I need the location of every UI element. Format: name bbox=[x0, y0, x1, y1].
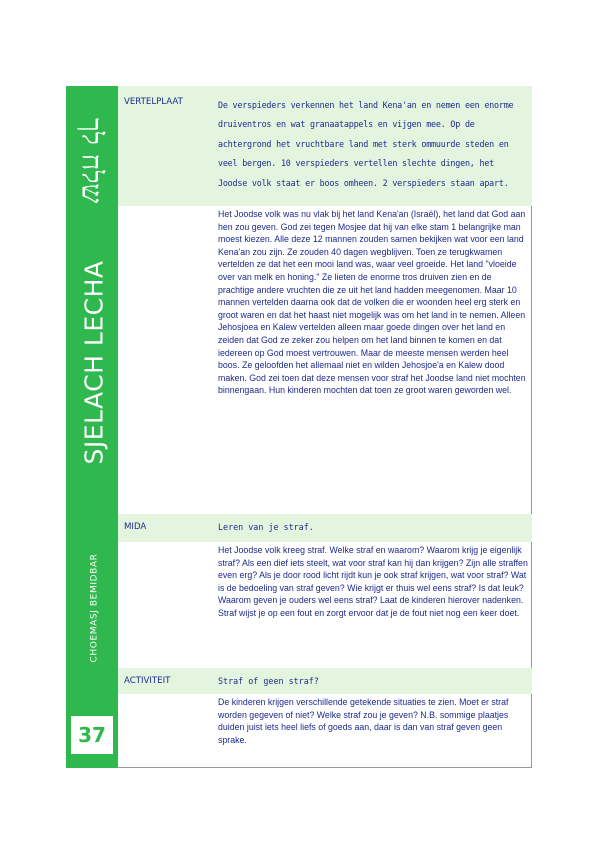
book-subtitle: CHOEMASJ BEMIDBAR bbox=[89, 553, 99, 662]
mida-band bbox=[118, 514, 532, 542]
hebrew-title: שלח לך bbox=[75, 118, 109, 204]
book-subtitle-wrap bbox=[82, 520, 106, 695]
parasha-title-wrap bbox=[76, 240, 112, 485]
vertelplaat-text: De verspieders verkennen het land Kena'an en nemen een enorme druiventros en wat granaatappels en vijgen mee. Op de achtergrond het vruchtbare land met sterk ommuurde steden en veel bergen. 10 verspieders vertellen slechte dingen, het Joodse volk staat er boos omheen. 2 verspieders staan apart. bbox=[218, 100, 514, 188]
story-text: Het Joodse volk was nu vlak bij het land Kena'an (Israël), het land dat God aan hen zou geven. God zei tegen Mosjee dat hij van elke stam 1 belangrijke man moest kiezen. Alle deze 12 mannen zouden samen bekijken wat voor een land Kena'an zou zijn. Ze zouden 40 dagen wegblijven. Toen ze terugkwamen vertelden ze dat het een mooi land was, waar veel groeide. Het land "vloeide over van melk en honing." Ze lieten de enorme tros druiven zien en de prachtige andere vruchten die ze uit het land hadden meegenomen. Maar 10 mannen vertelden daarna ook dat de volken die er woonden heel erg sterk en groot waren en dat het haast niet mogelijk was om het land in te nemen. Alleen Jehosjoea en Kalew vertelden alleen maar goede dingen over het land en zeiden dat God ze zeker zou helpen om het land binnen te komen en dat iedereen op God moest vertrouwen. Maar de meeste mensen werden heel boos. Ze geloofden het allemaal niet en wilden Jehosjoe'a en Kalew dood maken. God zei toen dat deze mensen voor straf het Joodse land niet mochten binnengaan. Hun kinderen mochten dat toen ze groot waren geworden wel. bbox=[218, 209, 526, 396]
activiteit-band bbox=[118, 668, 532, 694]
activiteit-text: De kinderen krijgen verschillende getekende situaties te zien. Moet er straf worden gegeven of niet? Welke straf zou je geven? N.B. sommige plaatjes duiden juist iets heel liefs of goeds aan, daar is dan van straf geven geen sprake. bbox=[218, 697, 509, 745]
parasha-title: SJELACH LECHA bbox=[79, 260, 109, 465]
activiteit-heading: Straf of geen straf? bbox=[218, 676, 319, 686]
mida-text: Het Joodse volk kreeg straf. Welke straf en waarom? Waarom krijg je eigenlijk straf? Als een dief iets steelt, wat voor straf kan hij dan krijgen? Zijn alle straffen even erg? Als je door rood licht rijdt kun je ook straf krijgen, wat voor straf? Wat is de bedoeling van straf geven? Wie krijgt er thuis wel eens straf? Is dat leuk? Waarom geven je ouders wel eens straf? Laat de kinderen hierover nadenken. Straf wijst je op een fout en zorgt ervoor dat je de fout niet nog een keer doet. bbox=[218, 545, 528, 618]
activiteit-label: ACTIVITEIT bbox=[124, 676, 171, 686]
vertelplaat-label: VERTELPLAAT bbox=[124, 97, 183, 107]
mida-label: MIDA bbox=[124, 522, 147, 532]
mida-heading: Leren van je straf. bbox=[218, 522, 314, 532]
page-number: 37 bbox=[70, 715, 114, 755]
